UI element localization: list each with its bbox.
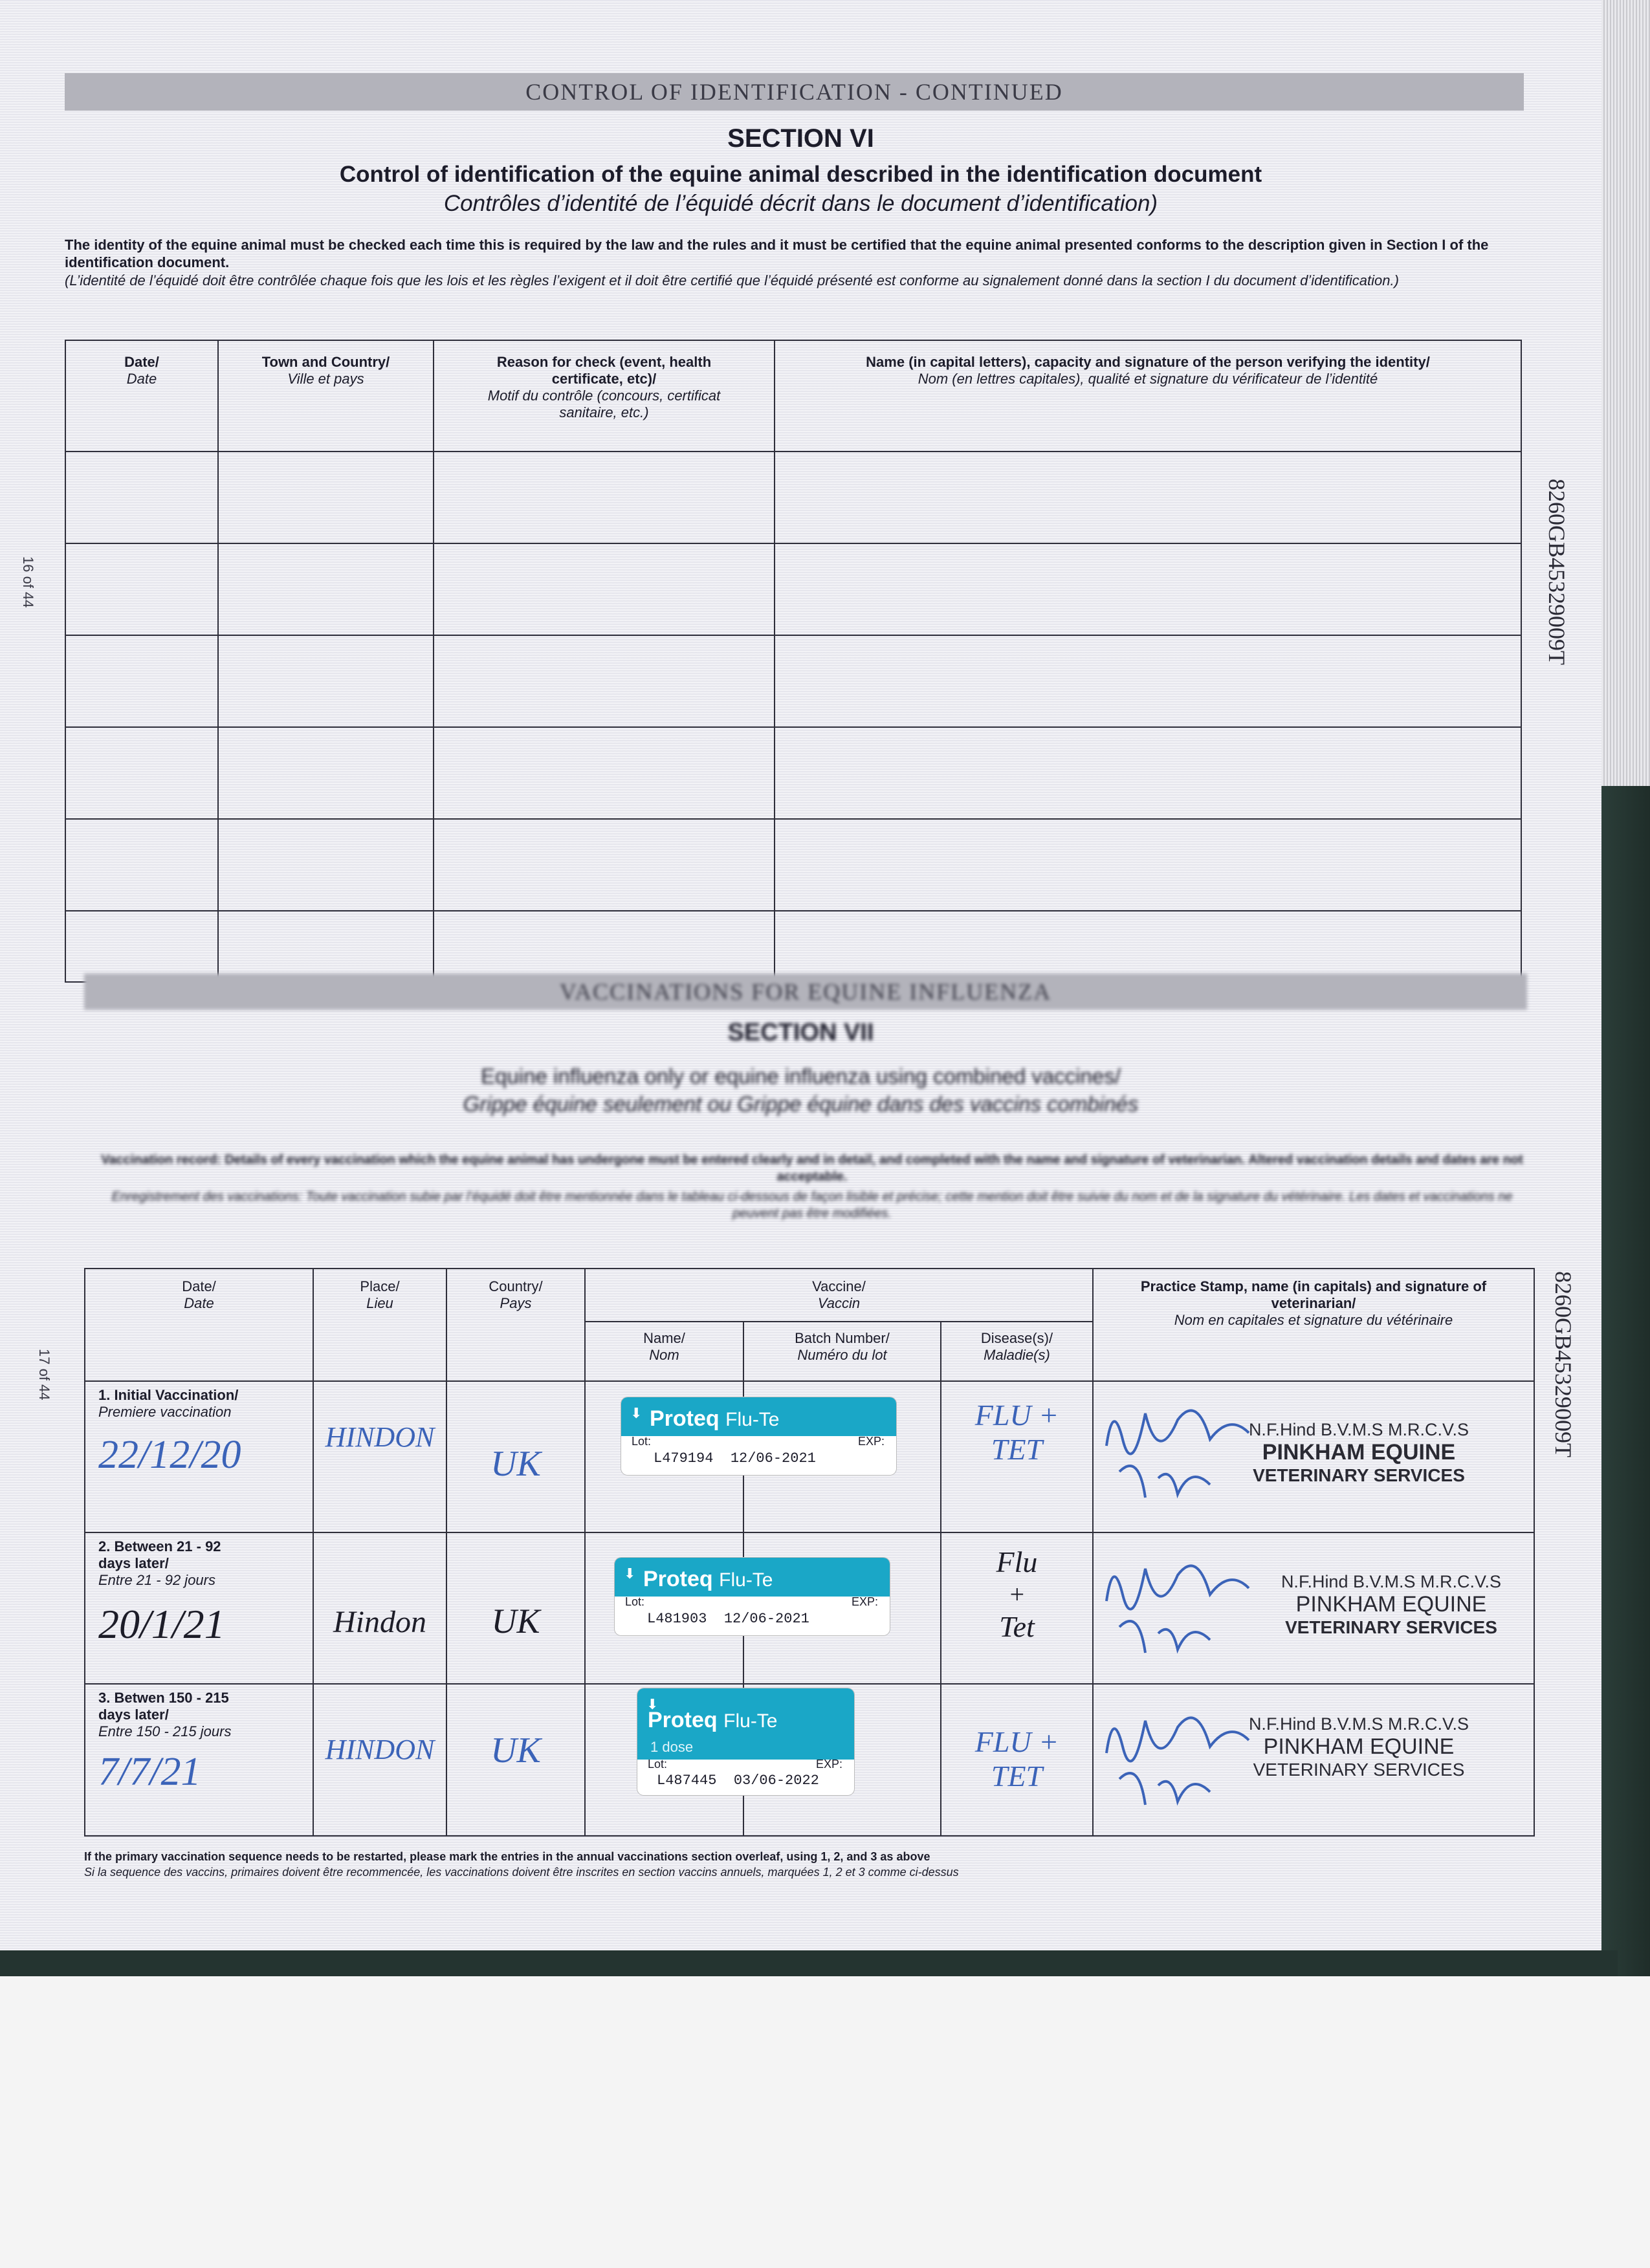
handwritten-date: 20/1/21 (98, 1601, 225, 1647)
cell-place[interactable]: HINDON (313, 1381, 446, 1532)
intro-english: Vaccination record: Details of every vaccination which the equine animal has undergone must be entered clearly and in detail, and completed with the name and signature of veterinarian. Altered vaccination details and dates are not acceptable. (101, 1153, 1523, 1184)
book-page-edges (1598, 0, 1650, 786)
cell-country[interactable]: UK (446, 1381, 585, 1532)
cell-reason[interactable] (434, 727, 775, 819)
footnote-french: Si la sequence des vaccins, primaires doivent être recommencée, les vaccinations doivent être inscrites en section vaccins annuels, marquées 1, 2 et 3 comme ci-dessus (84, 1866, 959, 1879)
section-banner: VACCINATIONS FOR EQUINE INFLUENZA (84, 974, 1527, 1010)
section-title: SECTION VII (727, 1019, 874, 1046)
table-row (65, 819, 1521, 911)
practice-stamp: N.F.Hind B.V.M.S M.R.C.V.S PINKHAM EQUINE VETERINARY SERVICES (1281, 1572, 1502, 1637)
cell-disease[interactable]: FLU + TET (941, 1684, 1093, 1836)
section-title: SECTION VI (727, 124, 874, 153)
cell-country[interactable]: UK (446, 1684, 585, 1836)
cell-date[interactable]: 3. Betwen 150 - 215 days later/ Entre 150 - 215 jours 7/7/21 (85, 1684, 313, 1836)
cell-verifier[interactable] (775, 727, 1521, 819)
document-id-code: 8260GB45329009T (1550, 1271, 1576, 1457)
cell-place[interactable]: Hindon (313, 1532, 446, 1684)
heading-french: Contrôles d’identité de l’équidé décrit dans le document d’identification) (443, 191, 1158, 216)
table-row (65, 452, 1521, 543)
footnote-english: If the primary vaccination sequence needs to be restarted, please mark the entries in the annual vaccinations section overleaf, using 1, 2, and 3 as above (84, 1850, 930, 1863)
table-header-row (85, 1269, 1534, 1322)
cell-date[interactable]: 1. Initial Vaccination/ Premiere vaccination 22/12/20 (85, 1381, 313, 1532)
col-verifier: Name (in capital letters), capacity and signature of the person verifying the identity/ Nom (en lettres capitales), qualité et signature du vérificateur de l’identité (775, 340, 1521, 452)
cell-verifier[interactable] (775, 635, 1521, 727)
col-vaccine: Vaccine/ Vaccin (585, 1269, 1093, 1322)
page-16 (0, 0, 1601, 983)
table-row (65, 911, 1521, 982)
col-date: Date/ Date (65, 340, 218, 452)
page-number: 16 of 44 (20, 556, 36, 608)
cell-verifier[interactable] (775, 819, 1521, 911)
identity-check-table (65, 340, 1522, 983)
vaccine-sticker: Proteq Flu-Te ⬇ Lot: EXP: L479194 12/06-2021 (621, 1397, 896, 1475)
arrow-icon: ⬇ (624, 1565, 636, 1582)
col-country: Country/ Pays (446, 1269, 585, 1381)
table-row (65, 727, 1521, 819)
col-date: Date/ Date (85, 1269, 313, 1381)
practice-stamp: N.F.Hind B.V.M.S M.R.C.V.S PINKHAM EQUINE VETERINARY SERVICES (1248, 1420, 1469, 1485)
cell-verifier[interactable] (775, 911, 1521, 982)
col-practice-stamp: Practice Stamp, name (in capitals) and signature of veterinarian/ Nom en capitales et signature du vétérinaire (1093, 1269, 1534, 1381)
heading-french: Grippe équine seulement ou Grippe équine dans des vaccins combinés (463, 1092, 1139, 1116)
cell-town[interactable] (218, 727, 434, 819)
book-cover-edge (1598, 786, 1650, 1976)
cell-town[interactable] (218, 452, 434, 543)
book-cover-edge (0, 1950, 1618, 1976)
col-vaccine-name: Name/ Nom (585, 1322, 743, 1381)
section-banner: CONTROL OF IDENTIFICATION - CONTINUED (65, 73, 1524, 111)
cell-verifier[interactable] (775, 543, 1521, 635)
col-reason: Reason for check (event, health certificate, etc)/ Motif du contrôle (concours, certificat sanitaire, etc.) (434, 340, 775, 452)
table-row (65, 635, 1521, 727)
cell-date[interactable] (65, 543, 218, 635)
cell-town[interactable] (218, 819, 434, 911)
table-row (65, 543, 1521, 635)
cell-disease[interactable]: FLU + TET (941, 1381, 1093, 1532)
cell-country[interactable]: UK (446, 1532, 585, 1684)
handwritten-date: 7/7/21 (98, 1750, 201, 1794)
cell-date[interactable] (65, 452, 218, 543)
cell-date[interactable] (65, 727, 218, 819)
cell-date[interactable]: 2. Between 21 - 92 days later/ Entre 21 - 92 jours 20/1/21 (85, 1532, 313, 1684)
cell-date[interactable] (65, 819, 218, 911)
cell-reason[interactable] (434, 543, 775, 635)
cell-town[interactable] (218, 635, 434, 727)
heading-english: Control of identification of the equine animal described in the identification document (339, 162, 1262, 187)
cell-town[interactable] (218, 911, 434, 982)
cell-town[interactable] (218, 543, 434, 635)
cell-disease[interactable]: Flu + Tet (941, 1532, 1093, 1684)
page-number: 17 of 44 (36, 1349, 52, 1401)
vaccine-sticker: Proteq Flu-Te ⬇ 1 dose Lot: EXP: L487445 03/06-2022 (637, 1688, 854, 1795)
col-disease: Disease(s)/ Maladie(s) (941, 1322, 1093, 1381)
cell-date[interactable] (65, 635, 218, 727)
arrow-icon: ⬇ (646, 1696, 659, 1712)
cell-reason[interactable] (434, 452, 775, 543)
col-batch-number: Batch Number/ Numéro du lot (743, 1322, 941, 1381)
scanner-background (0, 1976, 1650, 2268)
cell-reason[interactable] (434, 819, 775, 911)
cell-reason[interactable] (434, 911, 775, 982)
cell-place[interactable]: HINDON (313, 1684, 446, 1836)
col-place: Place/ Lieu (313, 1269, 446, 1381)
cell-date[interactable] (65, 911, 218, 982)
heading-english: Equine influenza only or equine influenza using combined vaccines/ (481, 1064, 1121, 1088)
intro-french: Enregistrement des vaccinations: Toute vaccination subie par l’équidé doit être mentionnée dans le tableau ci-dessous de façon lisible et précise; cette mention doit être suivie du nom et de la signature du vétérinaire. Les dates et vaccinations ne peuvent pas être modifiées. (111, 1190, 1513, 1221)
arrow-icon: ⬇ (630, 1405, 643, 1421)
document-id-code: 8260GB45329009T (1544, 479, 1570, 665)
cell-verifier[interactable] (775, 452, 1521, 543)
vaccine-sticker: Proteq Flu-Te ⬇ Lot: EXP: L481903 12/06-2021 (615, 1558, 890, 1635)
handwritten-date: 22/12/20 (98, 1433, 241, 1477)
table-header-row (65, 340, 1521, 452)
practice-stamp: N.F.Hind B.V.M.S M.R.C.V.S PINKHAM EQUINE VETERINARY SERVICES (1248, 1714, 1469, 1780)
intro-english: The identity of the equine animal must be checked each time this is required by the law and the rules and it must be certified that the equine animal presented conforms to the description given in Section I of the identification document. (65, 237, 1489, 270)
cell-reason[interactable] (434, 635, 775, 727)
col-town-country: Town and Country/ Ville et pays (218, 340, 434, 452)
intro-french: (L’identité de l’équidé doit être contrôlée chaque fois que les lois et les règles l’exigent et il doit être certifié que l’équidé présenté est conforme au signalement donné dans la section I du document d’identification.) (65, 272, 1399, 289)
